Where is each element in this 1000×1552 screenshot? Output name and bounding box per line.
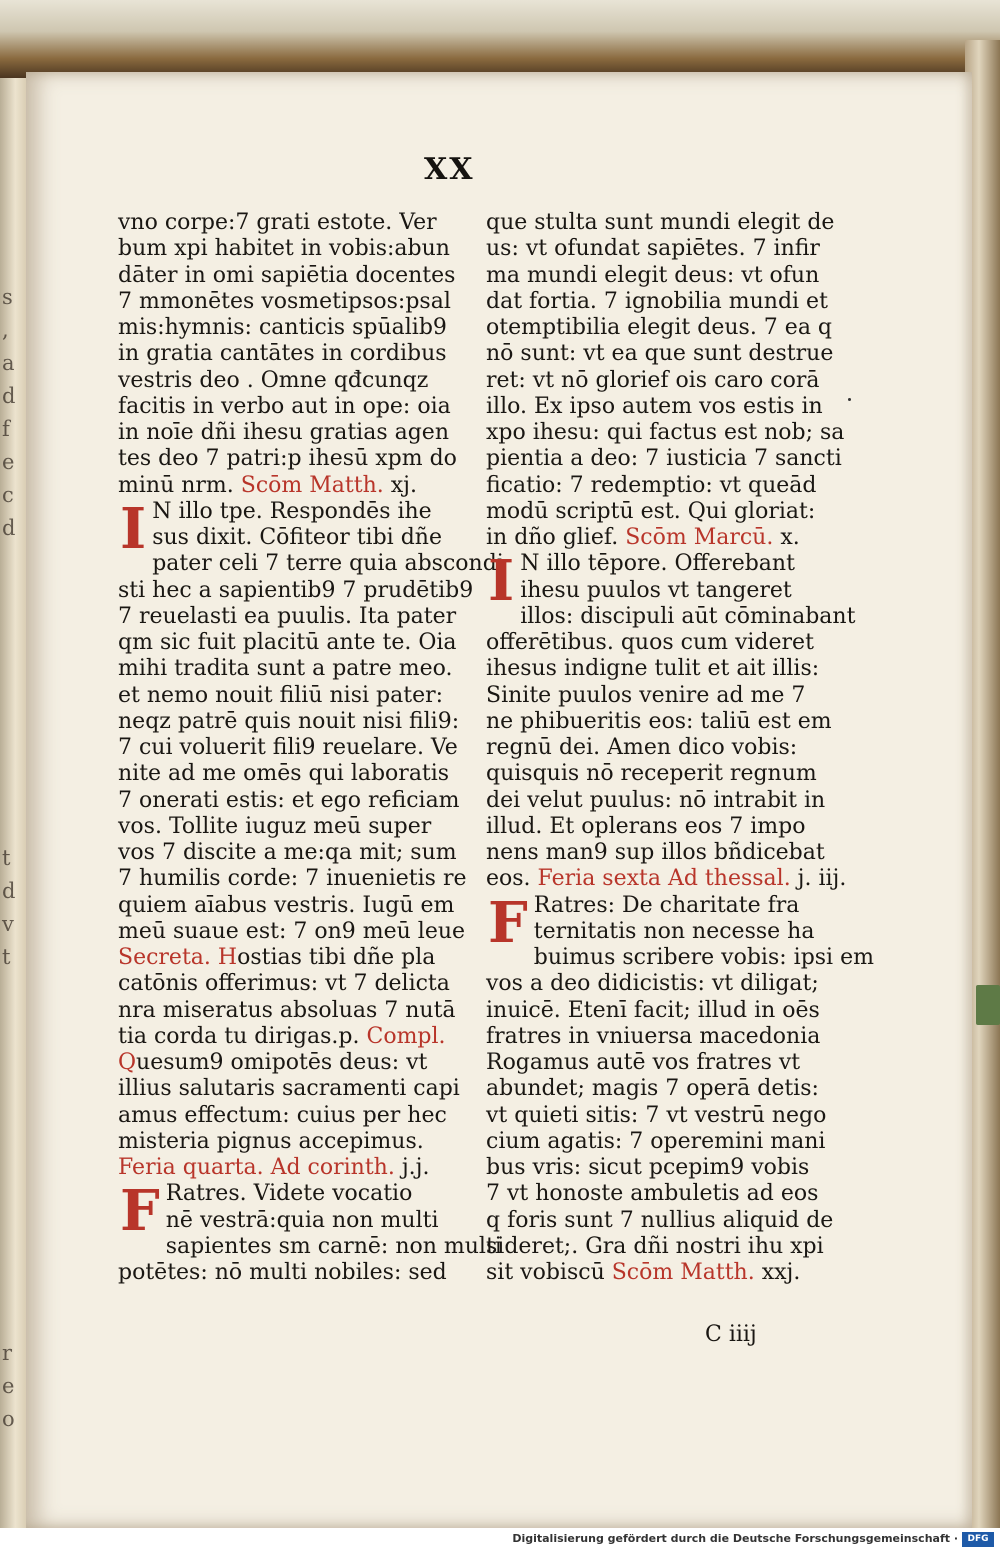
- text-line: [118, 656, 466, 682]
- text-line: [486, 945, 874, 971]
- line-text: bus vris: sicut pcepim9 vobis: [486, 1155, 810, 1180]
- line-text: vno corpe:7 grati estote. Ver: [118, 210, 437, 235]
- text-line: [486, 420, 845, 446]
- line-text: minū nrm.: [118, 472, 234, 498]
- rubric-text: Feria quarta. Ad corinth.: [118, 1155, 395, 1180]
- line-text: dāter in omi sapiētia docentes: [118, 262, 456, 288]
- text-line: [486, 708, 832, 735]
- text-line: [486, 998, 828, 1024]
- line-text: sus dixit. Cōfiteor tibi dñe: [152, 525, 442, 550]
- rubric-text: Scōm Marcū.: [618, 525, 774, 550]
- line-text-suffix: x.: [773, 525, 800, 550]
- line-text: Ratres. Videte vocatio: [165, 1181, 413, 1207]
- text-line: [118, 368, 466, 394]
- line-text: ma mundi elegit deus: vt ofun: [486, 262, 820, 288]
- line-text: mis:hymnis: canticis spūalib9: [118, 315, 447, 340]
- line-text: illos: discipuli aūt cōminabant: [520, 603, 856, 629]
- line-text: Rogamus autē vos fratres vt: [486, 1050, 801, 1075]
- text-line: [486, 315, 833, 341]
- text-line: [118, 1260, 466, 1286]
- line-text: illud. Et oplerans eos 7 impo: [486, 813, 806, 839]
- line-text: 7 reuelasti ea puulis. Ita pater: [118, 603, 457, 629]
- book-top-edge: [0, 0, 1000, 78]
- text-line: [486, 1024, 828, 1050]
- line-text: in dño glief.: [486, 525, 619, 550]
- text-line: [486, 1207, 834, 1234]
- line-text: nra miseratus absoluas 7 nutā: [118, 997, 456, 1023]
- rubric-text: Scōm Matth.: [604, 1260, 755, 1285]
- text-line: [118, 971, 466, 997]
- line-text: sapientes sm carnē: non multi: [165, 1233, 502, 1259]
- text-line: [486, 788, 828, 814]
- text-line: [118, 893, 466, 919]
- line-text: facitis in verbo aut in ope: oia: [118, 393, 451, 419]
- line-text: tia corda tu dirigas.p.: [118, 1023, 360, 1049]
- line-text: vos a deo didicistis: vt diligat;: [486, 971, 819, 997]
- line-text: illo. Ex ipso autem vos estis in: [486, 393, 823, 419]
- text-line: [486, 368, 828, 394]
- line-text: vestris deo . Omne qđcunqz: [118, 367, 429, 393]
- line-text: in gratia cantātes in cordibus: [118, 341, 447, 367]
- text-line: [486, 1234, 828, 1260]
- text-line: [486, 499, 828, 525]
- line-text: que stulta sunt mundi elegit de: [486, 210, 835, 235]
- line-text: illius salutaris sacramenti capi: [118, 1076, 460, 1102]
- line-text: bum xpi habitet in vobis:abun: [118, 236, 450, 262]
- signature-mark: C iiij: [705, 1322, 757, 1347]
- line-text: xpo ihesu: qui factus est nob; sa: [486, 420, 845, 445]
- text-line: [118, 341, 466, 367]
- text-line: [118, 1208, 466, 1234]
- line-text: regnū dei. Amen dico vobis:: [486, 735, 798, 760]
- line-text: ret: vt nō glorief ois caro corā: [486, 367, 820, 393]
- line-text: mihi tradita sunt a patre meo.: [118, 656, 453, 682]
- line-text: vos. Tollite iuguz meū super: [118, 813, 432, 839]
- text-line: [486, 289, 828, 315]
- text-line: [486, 683, 828, 709]
- facing-page-bleed: s , a d f e c d t d v t r e o: [2, 285, 16, 1431]
- line-text: quisquis nō receperit regnum: [486, 761, 817, 787]
- line-text: pientia a deo: 7 iusticia 7 sancti: [486, 446, 842, 472]
- line-text: eos.: [486, 866, 531, 892]
- text-line: [486, 446, 842, 472]
- line-text: quiem aīabus vestris. Iugū em: [118, 892, 455, 918]
- text-line: [486, 814, 828, 840]
- text-line: [118, 1181, 466, 1207]
- line-text: ihesu puulos vt tangeret: [520, 577, 792, 603]
- text-line: [486, 551, 828, 577]
- line-text: nō sunt: vt ea que sunt destrue: [486, 341, 834, 367]
- text-line: [486, 630, 828, 656]
- line-text: ficatio: 7 redemptio: vt queād: [486, 472, 817, 498]
- line-text: ne phibueritis eos: taliū est em: [486, 708, 832, 734]
- text-line: [118, 709, 466, 735]
- line-text: misteria pignus accepimus.: [118, 1128, 424, 1154]
- line-text: nens man9 sup illos bñdicebat: [486, 840, 825, 865]
- funding-notice: Digitalisierung gefördert durch die Deutsche Forschungsgemeinschaft ·: [512, 1532, 958, 1545]
- text-line: [118, 577, 474, 604]
- line-text: fratres in vniuersa macedonia: [486, 1023, 821, 1049]
- text-line: [118, 840, 466, 866]
- text-line: [118, 499, 466, 525]
- line-text: pater celi 7 terre quia abscondi: [152, 551, 504, 577]
- text-line: [118, 315, 466, 341]
- text-line: [118, 289, 466, 315]
- line-text: 7 onerati estis: et ego reficiam: [118, 787, 460, 813]
- text-line: [118, 263, 466, 289]
- line-text: Sinite puulos venire ad me 7: [486, 682, 806, 708]
- text-line: [486, 656, 828, 682]
- text-line: [486, 1181, 828, 1207]
- text-line: [486, 971, 828, 997]
- text-line: [486, 210, 835, 236]
- right-text-column: [486, 210, 874, 1286]
- text-line: [486, 263, 828, 289]
- text-line: [486, 1076, 828, 1102]
- rubric-text: Compl.: [359, 1023, 446, 1049]
- text-line: [486, 394, 828, 420]
- line-text: sideret;. Gra dñi nostri ihu xpi: [486, 1233, 824, 1259]
- line-text: dei velut puulus: nō intrabit in: [486, 787, 826, 813]
- footer-bar: [0, 1528, 1000, 1552]
- rubric-text: Q: [118, 1050, 137, 1075]
- line-text: N illo tpe. Respondēs ihe: [152, 498, 432, 524]
- text-line: [118, 866, 466, 892]
- text-line: [486, 473, 828, 499]
- text-line: [118, 683, 466, 709]
- rubricated-initial: I: [120, 495, 147, 562]
- text-line: [486, 578, 828, 604]
- text-line: [486, 866, 847, 892]
- line-text: et nemo nouit filiū nisi pater:: [118, 682, 444, 708]
- rubricated-initial: F: [488, 889, 528, 956]
- text-line: [118, 1155, 466, 1181]
- text-line: [118, 525, 466, 551]
- line-text: sit vobiscū: [486, 1260, 605, 1285]
- line-text: offerētibus. quos cum videret: [486, 630, 814, 655]
- line-text: nē vestrā:quia non multi: [165, 1207, 439, 1233]
- line-text: tes deo 7 patri:p ihesū xpm do: [118, 446, 457, 472]
- rubric-text: Secreta. H: [118, 945, 238, 970]
- text-line: [118, 919, 466, 945]
- line-text: modū scriptū est. Qui gloriat:: [486, 498, 816, 524]
- text-line: [486, 919, 828, 945]
- text-line: [118, 630, 466, 656]
- text-line: [486, 1103, 828, 1129]
- text-line: [118, 446, 466, 472]
- line-text: us: vt ofundat sapiētes. 7 infir: [486, 236, 820, 262]
- text-line: [118, 551, 504, 577]
- text-line: [118, 473, 466, 499]
- line-text: vt quieti sitis: 7 vt vestrū nego: [486, 1102, 827, 1128]
- line-text: potētes: nō multi nobiles: sed: [118, 1260, 447, 1285]
- line-text-suffix: xj.: [383, 472, 417, 498]
- line-text: ternitatis non necesse ha: [533, 918, 815, 944]
- line-text: dat fortia. 7 ignobilia mundi et: [486, 288, 828, 314]
- line-text: buimus scribere vobis: ipsi em: [533, 945, 874, 970]
- text-line: [118, 604, 466, 630]
- line-text: 7 cui voluerit fili9 reuelare. Ve: [118, 735, 458, 760]
- text-line: [118, 788, 466, 814]
- line-text-suffix: xxj.: [754, 1260, 801, 1285]
- text-line: [486, 236, 828, 262]
- line-text: meū suaue est: 7 on9 meū leue: [118, 918, 466, 944]
- text-line: [118, 420, 466, 446]
- line-text: N illo tēpore. Offerebant: [520, 551, 795, 577]
- line-text: 7 mmonētes vosmetipsos:psal: [118, 288, 451, 314]
- text-line: [118, 1129, 466, 1155]
- text-line: [486, 893, 828, 919]
- text-line: [118, 761, 466, 787]
- text-line: [118, 394, 466, 420]
- line-text: Ratres: De charitate fra: [533, 892, 800, 918]
- line-text: inuicē. Etenī facit; illud in oēs: [486, 997, 820, 1023]
- line-text: catōnis offerimus: vt 7 delicta: [118, 971, 450, 997]
- text-line: [118, 1076, 466, 1102]
- left-text-column: [118, 210, 504, 1286]
- text-line: [486, 603, 856, 630]
- text-line: [118, 1233, 502, 1260]
- text-line: [118, 735, 466, 761]
- text-line: [118, 945, 466, 971]
- line-text-suffix: ostias tibi dñe pla: [237, 945, 436, 970]
- text-line: [118, 998, 466, 1024]
- line-text: vos 7 discite a me:qa mit; sum: [118, 840, 457, 865]
- line-text: abundet; magis 7 operā detis:: [486, 1076, 819, 1102]
- line-text: q foris sunt 7 nullius aliquid de: [486, 1207, 834, 1233]
- text-line: [118, 1050, 466, 1076]
- dfg-logo: DFG: [962, 1532, 994, 1547]
- line-text: cium agatis: 7 operemini mani: [486, 1128, 826, 1154]
- text-line: [486, 1050, 828, 1076]
- text-line: [486, 761, 828, 787]
- rubricated-initial: F: [120, 1178, 160, 1245]
- line-text: 7 vt honoste ambuletis ad eos: [486, 1181, 819, 1207]
- line-text: amus effectum: cuius per hec: [118, 1102, 447, 1128]
- line-text: qm sic fuit placitū ante te. Oia: [118, 630, 457, 655]
- line-text: ihesus indigne tulit et ait illis:: [486, 656, 820, 682]
- text-line: [486, 1260, 828, 1286]
- line-text-suffix: uesum9 omipotēs deus: vt: [136, 1050, 428, 1075]
- line-text: otemptibilia elegit deus. 7 ea q: [486, 315, 833, 340]
- text-line: [486, 735, 828, 761]
- text-line: [118, 814, 466, 840]
- text-line: [486, 525, 828, 551]
- line-text: nite ad me omēs qui laboratis: [118, 761, 450, 787]
- text-line: [486, 1155, 828, 1181]
- line-text-suffix: j. iij.: [790, 866, 847, 892]
- line-text-suffix: j.j.: [394, 1155, 430, 1180]
- ink-speck: [848, 398, 851, 401]
- text-line: [486, 341, 834, 367]
- text-line: [118, 1103, 466, 1129]
- line-text: 7 humilis corde: 7 inuenietis re: [118, 866, 467, 892]
- rubric-text: Feria sexta Ad thessal.: [530, 866, 791, 892]
- text-line: [118, 1024, 466, 1050]
- text-line: [118, 236, 466, 262]
- line-text: in noīe dñi ihesu gratias agen: [118, 420, 449, 445]
- folio-number: XX: [424, 152, 475, 187]
- text-line: [486, 840, 828, 866]
- rubric-text: Scōm Matth.: [233, 472, 384, 498]
- text-line: [486, 1129, 828, 1155]
- text-line: [118, 210, 466, 236]
- line-text: neqz patrē quis nouit nisi fili9:: [118, 708, 460, 734]
- bookmark-ribbon: [976, 985, 1000, 1025]
- rubricated-initial: I: [488, 548, 515, 615]
- line-text: sti hec a sapientib9 7 prudētib9: [118, 577, 474, 603]
